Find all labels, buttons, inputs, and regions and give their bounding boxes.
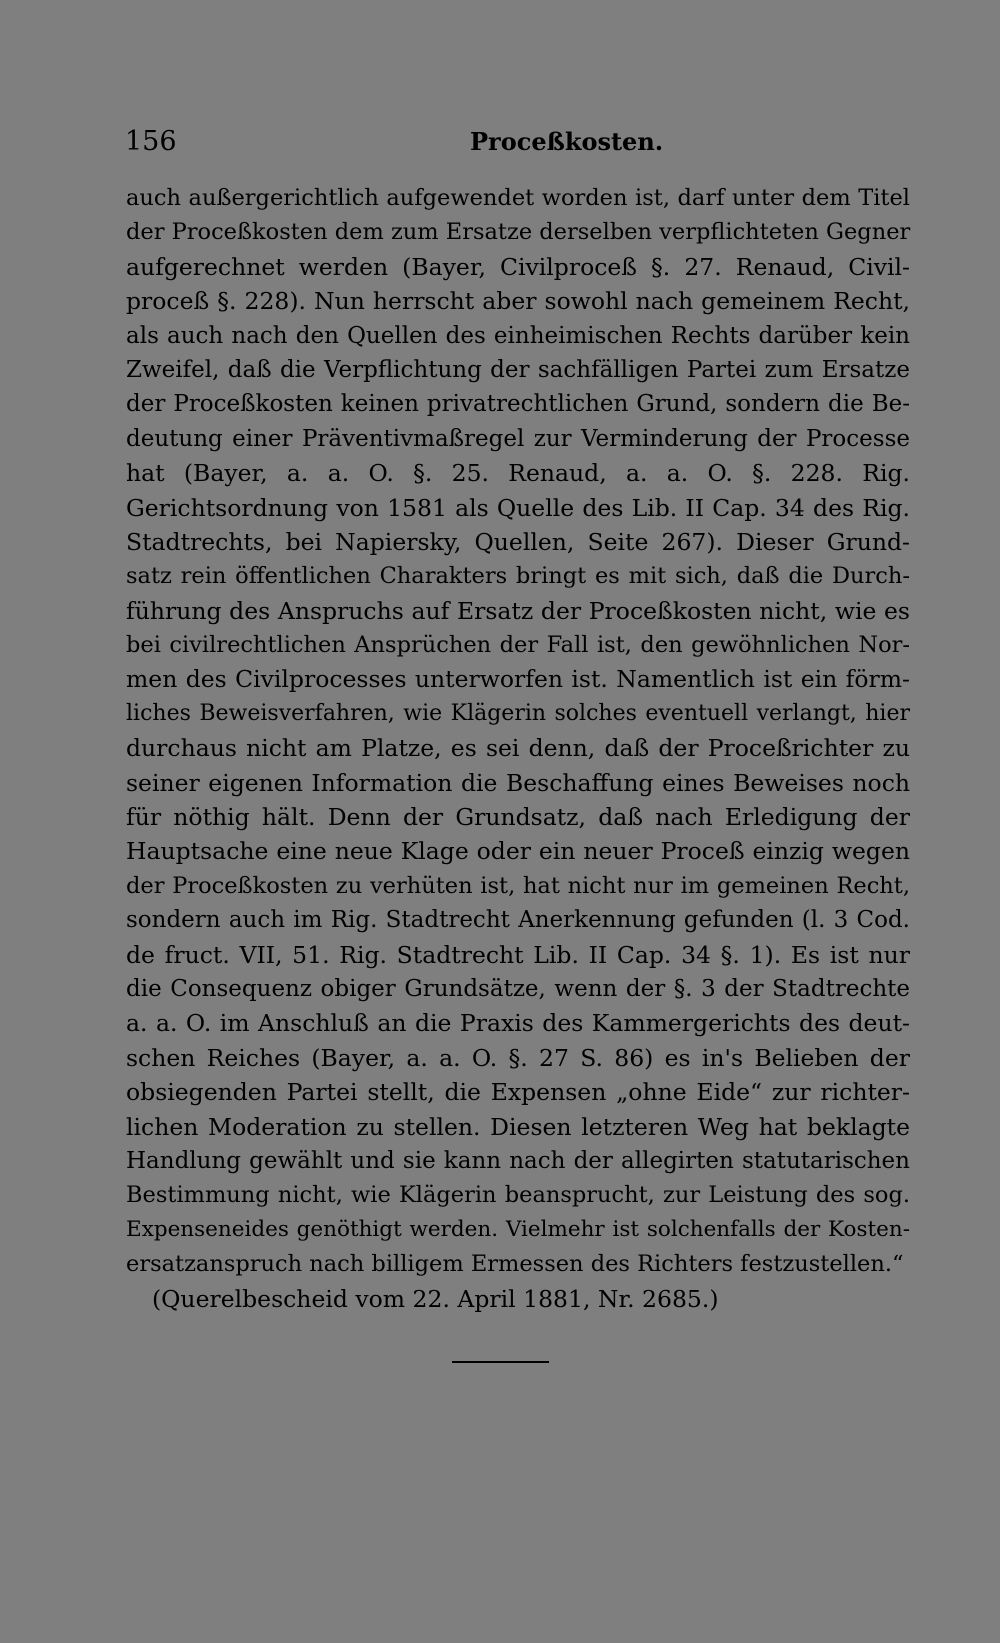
text-line: Hauptsache eine neue Klage oder ein neuer Proceß einzig wegen <box>126 837 910 866</box>
text-line: hat (Bayer, a. a. O. §. 25. Renaud, a. a. O. §. 228. Rig. <box>126 459 910 488</box>
text-line: die Consequenz obiger Grundsätze, wenn der §. 3 der Stadtrechte <box>126 975 910 1002</box>
text-line: men des Civilprocesses unterworfen ist. Namentlich ist ein förm- <box>126 665 910 694</box>
text-line: der Proceßkosten dem zum Ersatze derselben verpflichteten Gegner <box>126 219 911 246</box>
text-line: durchaus nicht am Platze, es sei denn, daß der Proceßrichter zu <box>126 734 910 763</box>
body-text <box>126 181 910 1316</box>
text-line: obsiegenden Partei stellt, die Expensen „ohne Eide“ zur richter- <box>126 1078 910 1107</box>
text-line: proceß §. 228). Nun herrscht aber sowohl nach gemeinem Recht, <box>126 287 910 316</box>
running-head: Proceßkosten. <box>470 127 664 156</box>
text-line: deutung einer Präventivmaßregel zur Verminderung der Processe <box>126 425 910 452</box>
text-line: führung des Anspruchs auf Ersatz der Proceßkosten nicht, wie es <box>126 596 910 625</box>
text-line: Zweifel, daß die Verpflichtung der sachfälligen Partei zum Ersatze <box>126 356 910 383</box>
text-line: Gerichtsordnung von 1581 als Quelle des Lib. II Cap. 34 des Rig. <box>126 493 910 522</box>
section-divider <box>452 1361 549 1363</box>
text-line: der Proceßkosten zu verhüten ist, hat nicht nur im gemeinen Recht, <box>126 872 910 899</box>
citation: (Querelbescheid vom 22. April 1881, Nr. 2685.) <box>152 1284 719 1313</box>
text-line: lichen Moderation zu stellen. Diesen letzteren Weg hat beklagte <box>126 1112 910 1141</box>
text-line: Expenseneides genöthigt werden. Vielmehr ist solchenfalls der Kosten- <box>126 1216 910 1242</box>
text-line: ersatzanspruch nach billigem Ermessen des Richters festzustellen.“ <box>126 1251 904 1278</box>
text-line: sondern auch im Rig. Stadtrecht Anerkennung gefunden (l. 3 Cod. <box>126 907 910 934</box>
text-line: auch außergerichtlich aufgewendet worden ist, darf unter dem Titel <box>126 185 910 211</box>
page-number: 156 <box>125 126 177 157</box>
text-line: a. a. O. im Anschluß an die Praxis des Kammergerichts des deut- <box>126 1009 910 1038</box>
text-line: für nöthig hält. Denn der Grundsatz, daß nach Erledigung der <box>126 803 910 832</box>
text-line: als auch nach den Quellen des einheimischen Rechts darüber kein <box>126 322 910 349</box>
text-line: Stadtrechts, bei Napiersky, Quellen, Seite 267). Dieser Grund- <box>126 527 910 556</box>
text-line: Handlung gewählt und sie kann nach der allegirten statutarischen <box>126 1147 910 1174</box>
text-line: der Proceßkosten keinen privatrechtlichen Grund, sondern die Be- <box>126 391 910 418</box>
text-line: liches Beweisverfahren, wie Klägerin solches eventuell verlangt, hier <box>126 700 910 726</box>
text-line: seiner eigenen Information die Beschaffung eines Beweises noch <box>126 768 910 797</box>
text-line: bei civilrechtlichen Ansprüchen der Fall ist, den gewöhnlichen Nor- <box>126 632 910 659</box>
text-line: satz rein öffentlichen Charakters bringt es mit sich, daß die Durch- <box>126 563 910 590</box>
text-line: Bestimmung nicht, wie Klägerin beansprucht, zur Leistung des sog. <box>126 1182 910 1209</box>
text-line: schen Reiches (Bayer, a. a. O. §. 27 S. 86) es in's Belieben der <box>126 1043 910 1072</box>
text-line: de fruct. VII, 51. Rig. Stadtrecht Lib. II Cap. 34 §. 1). Es ist nur <box>126 940 910 969</box>
text-line: aufgerechnet werden (Bayer, Civilproceß §. 27. Renaud, Civil- <box>126 252 910 281</box>
